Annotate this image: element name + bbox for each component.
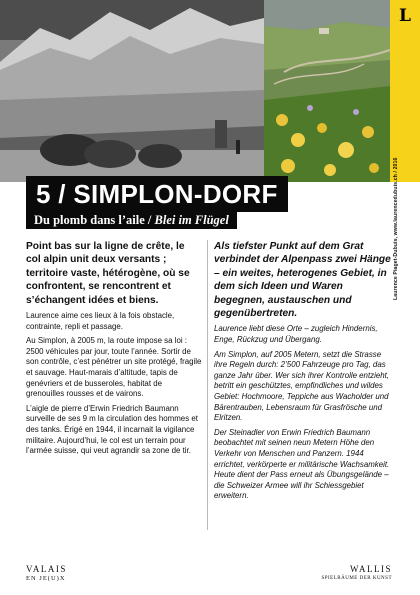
paragraph-fr-2: Au Simplon, à 2005 m, la route impose sa loi : 2500 véhicules par jour, toute l’année. Sortir de son contrôle, c’est pénétrer un site protégé, fragile et sauvage. Haut-marais d’altitude, tapis de genévriers et de busseroles, habitat de grenouilles rousses et de vairons.: [26, 336, 202, 399]
section-sidebar: [390, 0, 420, 300]
column-divider: [207, 240, 208, 530]
title-banner: [26, 176, 288, 212]
footer-left-subtitle: EN JE(U)X: [26, 575, 66, 582]
paragraph-de-3: Der Steinadler von Erwin Friedrich Baumann beobachtet mit seinen neun Metern Höhe den Verkehr von Menschen und Panzern. 1944 errichtet, verkörperte er militärische Wachsamkeit. Heute dient der Pass erneut als Übungsgelände – die Schweizer Armee will ihr Schiessgebiet erweitern.: [214, 427, 390, 501]
footer-right-subtitle: SPIELRÄUME DER KUNST: [321, 576, 392, 581]
page-title: 5 / SIMPLON-DORF: [36, 178, 278, 209]
photo-credit: Laurence Piaget-Dubuis, www.laurencedubuis.ch / 2016: [393, 157, 399, 300]
subtitle-de: Blei im Flügel: [154, 212, 229, 227]
photo-mountain-road-art: [0, 0, 264, 182]
paragraph-de-1: Laurence liebt diese Orte – zugleich Hindernis, Enge, Rückzug und Übergang.: [214, 324, 378, 345]
footer-right-title: WALLIS: [350, 564, 392, 574]
footer-logo-de: [321, 564, 392, 584]
footer-logo-fr: [26, 564, 67, 584]
paragraph-de-2: Am Simplon, auf 2005 Metern, setzt die Strasse ihre Regeln durch: 2’500 Fahrzeuge pro Tag, das ganze Jahr über. Wer sich ihrer Kontrolle entzieht, betritt ein geschütztes, empfindliches und wildes Gebiet: Hochmoore, Teppiche aus Wacholder und Bärentrauben, Lebensraum für Grasfrösche und Elritzen.: [214, 349, 389, 423]
footer-left-title: VALAIS: [26, 564, 67, 574]
column-german: [214, 240, 392, 506]
photo-mountain-road: [0, 0, 264, 182]
subtitle-banner: [26, 211, 237, 229]
sidebar-letter: L: [399, 6, 411, 26]
column-french: [26, 240, 202, 461]
subtitle-fr: Du plomb dans l’aile /: [34, 212, 152, 227]
lead-paragraph-fr: Point bas sur la ligne de crête, le col alpin unit deux versants ; territoire vaste, hétérogène, où se confrontent, se rencontrent et s’échangent idées et biens.: [26, 241, 190, 306]
lead-paragraph-de: Als tiefster Punkt auf dem Grat verbindet der Alpenpass zwei Hänge – ein weites, heterogenes Gebiet, in dem sich Ideen und Waren begegnen, austauschen und gegenübertreten.: [214, 241, 391, 320]
paragraph-fr-3: L’aigle de pierre d’Erwin Friedrich Baumann surveille de ses 9 m la circulation des hommes et des tanks. Érigé en 1944, il incarnait la vigilance militaire. Aujourd’hui, le col est un terrain pour l’armée suisse, qui veut agrandir sa zone de tir.: [26, 403, 198, 456]
photo-alpine-meadow: [264, 0, 390, 182]
photo-alpine-meadow-art: [264, 0, 390, 182]
paragraph-fr-1: Laurence aime ces lieux à la fois obstacle, contrainte, repli et passage.: [26, 311, 175, 331]
